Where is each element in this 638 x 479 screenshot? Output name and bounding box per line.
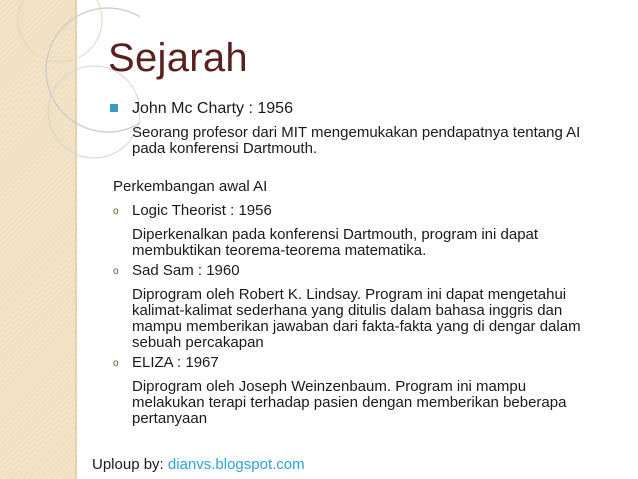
item-line: pertanyaan — [132, 410, 208, 427]
item-line: mampu memberikan jawaban dari fakta-fakta yang di dengar dalam — [132, 318, 581, 335]
main-bullet-heading: John Mc Charty : 1956 — [132, 100, 293, 117]
main-bullet-line: Seorang profesor dari MIT mengemukakan pendapatnya tentang AI — [132, 124, 581, 141]
subheading: Perkembangan awal AI — [113, 178, 268, 195]
item-line: Diperkenalkan pada konferensi Dartmouth, program ini dapat — [132, 226, 539, 243]
footer-link[interactable]: dianvs.blogspot.com — [167, 456, 305, 473]
item-heading-logic-theorist: Logic Theorist : 1956 — [132, 202, 272, 219]
item-line: Diprogram oleh Robert K. Lindsay. Program ini dapat mengetahui — [132, 286, 567, 303]
item-heading-eliza: ELIZA : 1967 — [132, 354, 219, 371]
item-line: kalimat-kalimat sederhana yang ditulis dalam bahasa inggris dan — [132, 302, 563, 319]
item-heading-sad-sam: Sad Sam : 1960 — [132, 262, 240, 279]
circle-bullet-icon: o — [113, 358, 119, 369]
main-bullet-line: pada konferensi Dartmouth. — [132, 140, 318, 157]
footer-label: Uploup by: — [92, 456, 168, 473]
item-line: sebuah percakapan — [132, 334, 264, 351]
square-bullet-icon — [110, 104, 118, 112]
item-line: melakukan terapi terhadap pasien dengan memberikan beberapa — [132, 394, 567, 411]
circle-bullet-icon: o — [113, 266, 119, 277]
footer — [92, 456, 305, 474]
circle-bullet-icon: o — [113, 206, 119, 217]
slide-title: Sejarah — [108, 36, 248, 80]
item-line: membuktikan teorema-teorema matematika. — [132, 242, 427, 259]
item-line: Diprogram oleh Joseph Weinzenbaum. Program ini mampu — [132, 378, 527, 395]
decorative-circles — [0, 0, 140, 180]
